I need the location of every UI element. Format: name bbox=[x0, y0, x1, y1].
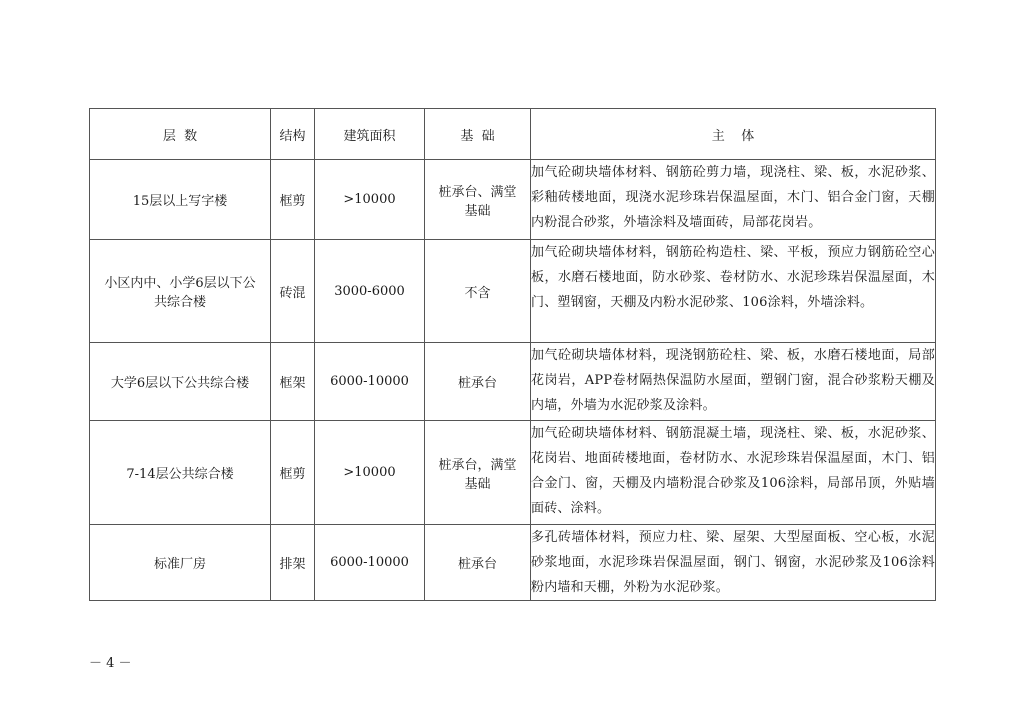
cell-main: 多孔砖墙体材料，预应力柱、梁、屋架、大型屋面板、空心板，水泥砂浆地面，水泥珍珠岩保温屋面，钢门、钢窗，水泥砂浆及106涂料粉内墙和天棚，外粉为水泥砂浆。 bbox=[531, 525, 936, 601]
cell-floors: 15层以上写字楼 bbox=[90, 160, 271, 240]
table-row bbox=[90, 421, 936, 525]
cell-main: 加气砼砌块墙体材料，钢筋砼构造柱、梁、平板，预应力钢筋砼空心板，水磨石楼地面，防水砂浆、卷材防水、水泥珍珠岩保温屋面，木门、塑钢窗，天棚及内粉水泥砂浆、106涂料，外墙涂料。 bbox=[531, 240, 936, 343]
cell-floors: 7-14层公共综合楼 bbox=[90, 421, 271, 525]
cell-foundation: 桩承台、满堂基础 bbox=[425, 160, 531, 240]
cell-main: 加气砼砌块墙体材料，现浇钢筋砼柱、梁、板，水磨石楼地面，局部花岗岩，APP卷材隔热保温防水屋面，塑钢门窗，混合砂浆粉天棚及内墙，外墙为水泥砂浆及涂料。 bbox=[531, 343, 936, 421]
cell-main: 加气砼砌块墙体材料、钢筋混凝土墙，现浇柱、梁、板，水泥砂浆、花岗岩、地面砖楼地面，卷材防水、水泥珍珠岩保温屋面，木门、铝合金门、窗，天棚及内墙粉混合砂浆及106涂料，局部吊顶，外贴墙面砖、涂料。 bbox=[531, 421, 936, 525]
cell-foundation: 桩承台，满堂基础 bbox=[425, 421, 531, 525]
cell-structure: 框剪 bbox=[271, 421, 315, 525]
cell-area: >10000 bbox=[315, 160, 425, 240]
cell-area: 3000-6000 bbox=[315, 240, 425, 343]
cell-area: 6000-10000 bbox=[315, 525, 425, 601]
cell-structure: 排架 bbox=[271, 525, 315, 601]
page-number: － 4 － bbox=[89, 656, 132, 671]
cell-area: 6000-10000 bbox=[315, 343, 425, 421]
header-area: 建筑面积 bbox=[315, 109, 425, 160]
header-main: 主 体 bbox=[531, 109, 936, 160]
cell-structure: 框架 bbox=[271, 343, 315, 421]
table-row bbox=[90, 343, 936, 421]
building-spec-table bbox=[89, 108, 936, 601]
table-row bbox=[90, 160, 936, 240]
cell-floors: 大学6层以下公共综合楼 bbox=[90, 343, 271, 421]
header-structure: 结构 bbox=[271, 109, 315, 160]
cell-foundation: 桩承台 bbox=[425, 343, 531, 421]
header-floors: 层 数 bbox=[90, 109, 271, 160]
table-row bbox=[90, 240, 936, 343]
table-header-row bbox=[90, 109, 936, 160]
header-foundation: 基 础 bbox=[425, 109, 531, 160]
cell-structure: 框剪 bbox=[271, 160, 315, 240]
table-row bbox=[90, 525, 936, 601]
cell-floors: 小区内中、小学6层以下公共综合楼 bbox=[90, 240, 271, 343]
cell-foundation: 桩承台 bbox=[425, 525, 531, 601]
cell-main: 加气砼砌块墙体材料、钢筋砼剪力墙，现浇柱、梁、板，水泥砂浆、彩釉砖楼地面，现浇水泥珍珠岩保温屋面，木门、铝合金门窗，天棚内粉混合砂浆，外墙涂料及墙面砖，局部花岗岩。 bbox=[531, 160, 936, 240]
cell-structure: 砖混 bbox=[271, 240, 315, 343]
cell-floors: 标准厂房 bbox=[90, 525, 271, 601]
cell-foundation: 不含 bbox=[425, 240, 531, 343]
cell-area: >10000 bbox=[315, 421, 425, 525]
